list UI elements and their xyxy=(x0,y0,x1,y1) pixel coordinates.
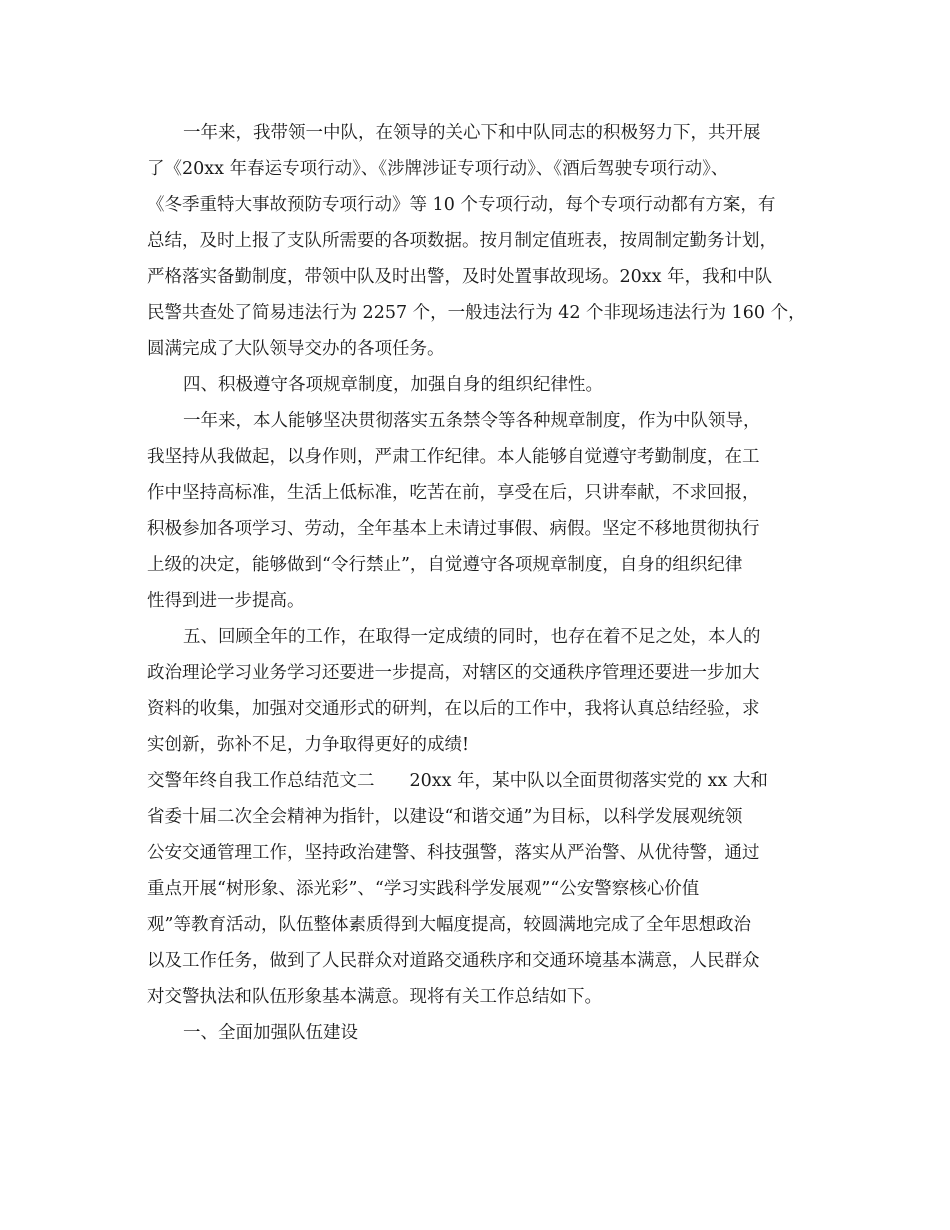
section-heading: 一、全面加强队伍建设 xyxy=(183,1023,358,1043)
paragraph-line: 交警年终自我工作总结范文二 20xx 年，某中队以全面贯彻落实党的 xx 大和 xyxy=(147,771,768,791)
paragraph-line: 严格落实备勤制度，带领中队及时出警，及时处置事故现场。20xx 年，我和中队 xyxy=(147,267,773,287)
paragraph-line: 公安交通管理工作，坚持政治建警、科技强警，落实从严治警、从优待警，通过 xyxy=(147,843,760,863)
paragraph-line: 对交警执法和队伍形象基本满意。现将有关工作总结如下。 xyxy=(147,987,602,1007)
paragraph-line: 一年来，我带领一中队，在领导的关心下和中队同志的积极努力下，共开展 xyxy=(183,123,761,143)
paragraph-line: 资料的收集，加强对交通形式的研判，在以后的工作中，我将认真总结经验，求 xyxy=(147,699,760,719)
paragraph-line: 总结，及时上报了支队所需要的各项数据。按月制定值班表，按周制定勤务计划， xyxy=(147,231,777,251)
paragraph-line: 民警共查处了简易违法行为 2257 个，一般违法行为 42 个非现场违法行为 160 个， xyxy=(147,303,806,323)
paragraph-line: 观”等教育活动，队伍整体素质得到大幅度提高，较圆满地完成了全年思想政治 xyxy=(147,915,751,935)
paragraph-line: 《冬季重特大事故预防专项行动》等 10 个专项行动，每个专项行动都有方案，有 xyxy=(147,195,776,215)
section-heading: 四、积极遵守各项规章制度，加强自身的组织纪律性。 xyxy=(183,375,603,395)
paragraph-line: 了《20xx 年春运专项行动》、《涉牌涉证专项行动》、《酒后驾驶专项行动》、 xyxy=(147,159,729,179)
paragraph-line: 以及工作任务，做到了人民群众对道路交通秩序和交通环境基本满意，人民群众 xyxy=(147,951,760,971)
paragraph-line: 积极参加各项学习、劳动，全年基本上未请过事假、病假。坚定不移地贯彻执行 xyxy=(147,519,760,539)
paragraph-line: 作中坚持高标准，生活上低标准，吃苦在前，享受在后，只讲奉献，不求回报， xyxy=(147,483,760,503)
paragraph-line: 政治理论学习业务学习还要进一步提高，对辖区的交通秩序管理还要进一步加大 xyxy=(147,663,760,683)
paragraph-line: 上级的决定，能够做到“令行禁止”，自觉遵守各项规章制度，自身的组织纪律 xyxy=(147,555,743,575)
paragraph-line: 我坚持从我做起，以身作则，严肃工作纪律。本人能够自觉遵守考勤制度，在工 xyxy=(147,447,760,467)
paragraph-line: 圆满完成了大队领导交办的各项任务。 xyxy=(147,339,445,359)
paragraph-line: 实创新，弥补不足，力争取得更好的成绩! xyxy=(147,735,470,755)
paragraph-line: 一年来，本人能够坚决贯彻落实五条禁令等各种规章制度，作为中队领导， xyxy=(183,411,761,431)
section-heading: 五、回顾全年的工作，在取得一定成绩的同时，也存在着不足之处，本人的 xyxy=(183,627,761,647)
paragraph-line: 省委十届二次全会精神为指针，以建设“和谐交通”为目标，以科学发展观统领 xyxy=(147,807,743,827)
paragraph-line: 重点开展“树形象、添光彩”、“学习实践科学发展观”“公安警察核心价值 xyxy=(147,879,700,899)
paragraph-line: 性得到进一步提高。 xyxy=(147,591,305,611)
